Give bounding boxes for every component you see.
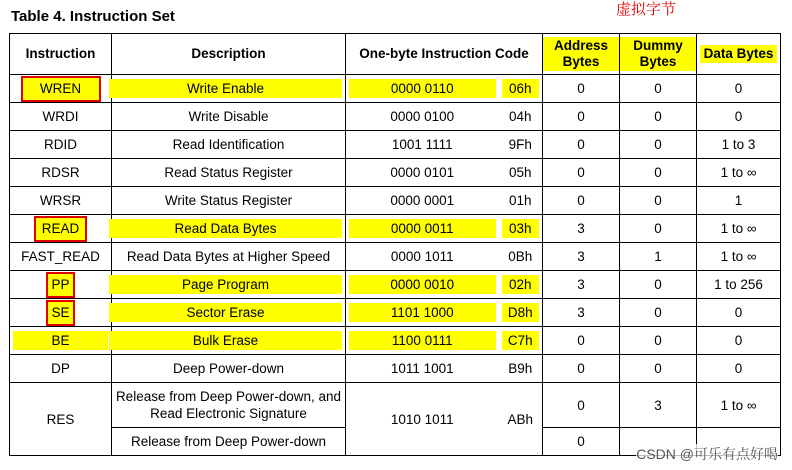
description-cell: Write Status Register <box>112 187 346 215</box>
header-instruction: Instruction <box>10 34 112 75</box>
table-row <box>10 75 781 103</box>
address-bytes-cell: 0 <box>543 131 620 159</box>
address-bytes-cell: 0 <box>543 428 620 456</box>
code-hex-cell: 01h <box>499 187 543 215</box>
header-dummy-label: Dummy Bytes <box>620 37 696 71</box>
code-hex-cell <box>499 215 543 243</box>
table-row <box>10 271 781 299</box>
description-cell: Read Data Bytes at Higher Speed <box>112 243 346 271</box>
description-label: Write Enable <box>109 79 342 98</box>
instruction-label: READ <box>34 216 88 242</box>
table-row <box>10 187 781 215</box>
table-row <box>10 383 781 428</box>
table-row <box>10 299 781 327</box>
address-bytes-cell: 3 <box>543 243 620 271</box>
header-description: Description <box>112 34 346 75</box>
description-cell <box>112 327 346 355</box>
description-cell <box>112 215 346 243</box>
dummy-bytes-annotation: 虚拟字节 <box>616 1 677 18</box>
code-binary-cell <box>346 215 499 243</box>
data-bytes-cell: 1 to ∞ <box>697 383 781 428</box>
dummy-bytes-cell: 3 <box>620 383 697 428</box>
instruction-cell: DP <box>10 355 112 383</box>
table-row <box>10 243 781 271</box>
dummy-bytes-cell: 0 <box>620 327 697 355</box>
data-bytes-cell: 0 <box>697 327 781 355</box>
address-bytes-cell: 0 <box>543 187 620 215</box>
code-hex-cell: 05h <box>499 159 543 187</box>
code-hex: C7h <box>502 331 540 350</box>
address-bytes-cell: 3 <box>543 215 620 243</box>
code-binary-cell <box>346 327 499 355</box>
description-cell: Read Identification <box>112 131 346 159</box>
instruction-cell <box>10 75 112 103</box>
address-bytes-cell: 0 <box>543 327 620 355</box>
address-bytes-cell: 0 <box>543 103 620 131</box>
code-hex-cell <box>499 75 543 103</box>
code-hex: 02h <box>502 275 540 294</box>
code-binary: 0000 0110 <box>349 79 496 98</box>
table-row <box>10 159 781 187</box>
instruction-cell: WRSR <box>10 187 112 215</box>
data-bytes-cell: 1 to 3 <box>697 131 781 159</box>
table-title: Table 4. Instruction Set <box>11 8 175 25</box>
code-hex: 03h <box>502 219 540 238</box>
instruction-cell <box>10 215 112 243</box>
instruction-cell: RDID <box>10 131 112 159</box>
table-row <box>10 327 781 355</box>
description-label: Sector Erase <box>109 303 342 322</box>
code-binary-cell: 0000 0101 <box>346 159 499 187</box>
instruction-label: PP <box>46 272 74 298</box>
dummy-bytes-cell: 0 <box>620 159 697 187</box>
dummy-bytes-cell: 0 <box>620 271 697 299</box>
instruction-cell: WRDI <box>10 103 112 131</box>
code-binary: 1100 0111 <box>349 331 496 350</box>
description-label: Page Program <box>109 275 342 294</box>
data-bytes-cell: 1 to ∞ <box>697 215 781 243</box>
data-bytes-cell: 1 to 256 <box>697 271 781 299</box>
address-bytes-cell: 3 <box>543 299 620 327</box>
instruction-label: BE <box>13 331 108 350</box>
data-bytes-cell: 0 <box>697 75 781 103</box>
data-bytes-cell: 0 <box>697 355 781 383</box>
table-row <box>10 103 781 131</box>
code-binary-cell <box>346 271 499 299</box>
code-hex-cell <box>499 271 543 299</box>
instruction-cell: RES <box>10 383 112 456</box>
code-binary-cell: 1011 1001 <box>346 355 499 383</box>
instruction-cell <box>10 299 112 327</box>
instruction-cell: RDSR <box>10 159 112 187</box>
code-binary-cell: 1001 1111 <box>346 131 499 159</box>
code-binary-cell: 0000 1011 <box>346 243 499 271</box>
instruction-cell: FAST_READ <box>10 243 112 271</box>
code-hex-cell: 0Bh <box>499 243 543 271</box>
data-bytes-cell: 0 <box>697 299 781 327</box>
dummy-bytes-cell: 1 <box>620 243 697 271</box>
dummy-bytes-cell: 0 <box>620 215 697 243</box>
code-hex-cell: B9h <box>499 355 543 383</box>
description-cell <box>112 75 346 103</box>
address-bytes-cell: 0 <box>543 159 620 187</box>
instruction-label: SE <box>46 300 74 326</box>
description-cell: Write Disable <box>112 103 346 131</box>
instruction-label: WREN <box>21 76 101 102</box>
dummy-bytes-cell: 0 <box>620 131 697 159</box>
instruction-cell <box>10 271 112 299</box>
code-binary: 1101 1000 <box>349 303 496 322</box>
code-hex-cell: ABh <box>499 383 543 456</box>
code-hex: 06h <box>502 79 540 98</box>
dummy-bytes-cell: 0 <box>620 299 697 327</box>
code-binary: 0000 0011 <box>349 219 496 238</box>
table-row <box>10 131 781 159</box>
description-cell: Release from Deep Power-down <box>112 428 346 456</box>
description-cell: Read Status Register <box>112 159 346 187</box>
table-row <box>10 355 781 383</box>
header-data-label: Data Bytes <box>700 45 778 63</box>
header-address-label: Address Bytes <box>543 37 619 71</box>
address-bytes-cell: 0 <box>543 75 620 103</box>
code-hex-cell: 04h <box>499 103 543 131</box>
data-bytes-cell: 1 <box>697 187 781 215</box>
instruction-cell <box>10 327 112 355</box>
header-row <box>10 34 781 75</box>
address-bytes-cell: 3 <box>543 271 620 299</box>
address-bytes-cell: 0 <box>543 355 620 383</box>
code-binary: 0000 0010 <box>349 275 496 294</box>
header-data <box>697 34 781 75</box>
description-label: Read Data Bytes <box>109 219 342 238</box>
code-binary-cell <box>346 299 499 327</box>
header-dummy <box>620 34 697 75</box>
dummy-bytes-cell: 0 <box>620 75 697 103</box>
code-hex-cell: 9Fh <box>499 131 543 159</box>
code-binary-cell <box>346 75 499 103</box>
csdn-watermark: CSDN @可乐有点好喝 <box>636 446 778 462</box>
header-code: One-byte Instruction Code <box>346 34 543 75</box>
dummy-bytes-cell: 0 <box>620 355 697 383</box>
code-binary-cell: 1010 1011 <box>346 383 499 456</box>
dummy-bytes-cell: 0 <box>620 103 697 131</box>
code-hex-cell <box>499 327 543 355</box>
code-binary-cell: 0000 0001 <box>346 187 499 215</box>
code-hex: D8h <box>502 303 540 322</box>
data-bytes-cell: 1 to ∞ <box>697 159 781 187</box>
code-binary-cell: 0000 0100 <box>346 103 499 131</box>
description-cell: Deep Power-down <box>112 355 346 383</box>
address-bytes-cell: 0 <box>543 383 620 428</box>
code-hex-cell <box>499 299 543 327</box>
data-bytes-cell: 1 to ∞ <box>697 243 781 271</box>
description-label: Bulk Erase <box>109 331 342 350</box>
instruction-set-table <box>9 33 781 456</box>
description-cell: Release from Deep Power-down, and Read Electronic Signature <box>112 383 346 428</box>
dummy-bytes-cell: 0 <box>620 187 697 215</box>
table-row <box>10 215 781 243</box>
description-cell <box>112 299 346 327</box>
data-bytes-cell: 0 <box>697 103 781 131</box>
description-cell <box>112 271 346 299</box>
header-address <box>543 34 620 75</box>
